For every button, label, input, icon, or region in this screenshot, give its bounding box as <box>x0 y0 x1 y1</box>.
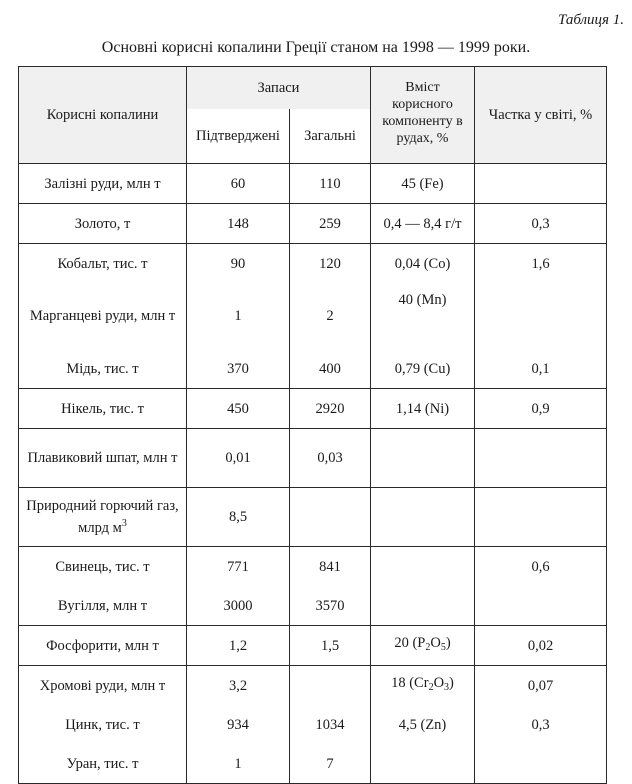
cell-mineral: Цинк, тис. т <box>19 705 187 744</box>
cell-mineral: Золото, т <box>19 204 187 244</box>
cell-proven: 450 <box>187 389 290 429</box>
header-proven: Підтверджені <box>187 109 290 164</box>
cell-proven: 0,01 <box>187 429 290 488</box>
minerals-table <box>18 66 607 784</box>
cell-mineral: Нікель, тис. т <box>19 389 187 429</box>
cell-share: 0,6 <box>475 547 607 587</box>
cell-total: 259 <box>290 204 371 244</box>
cell-proven: 370 <box>187 349 290 389</box>
cell-proven: 60 <box>187 164 290 204</box>
table-row <box>19 547 607 587</box>
table-row <box>19 744 607 784</box>
cell-mineral-text: Природний горючий газ, млрд м <box>26 498 179 536</box>
cell-content <box>371 666 475 706</box>
cell-share: 1,6 <box>475 244 607 284</box>
table-row <box>19 244 607 284</box>
cell-content <box>371 429 475 488</box>
cell-proven: 8,5 <box>187 488 290 547</box>
cell-proven: 3,2 <box>187 666 290 706</box>
table-title: Основні корисні копалини Греції станом на 1998 — 1999 роки. <box>101 39 531 56</box>
cell-total: 400 <box>290 349 371 389</box>
formula-part: O <box>430 635 441 651</box>
cell-total <box>290 666 371 706</box>
table-row <box>19 705 607 744</box>
cell-total: 120 <box>290 244 371 284</box>
formula-subscript: 5 <box>440 642 446 653</box>
cell-content: 0,4 — 8,4 г/т <box>371 204 475 244</box>
cell-share: 0,07 <box>475 666 607 706</box>
cell-total: 0,03 <box>290 429 371 488</box>
formula-part: ) <box>445 635 451 651</box>
table-row <box>19 626 607 666</box>
cell-mineral: Фосфорити, млн т <box>19 626 187 666</box>
cell-share <box>475 164 607 204</box>
table-header <box>19 67 607 164</box>
table-row <box>19 349 607 389</box>
cell-content: 40 (Mn) <box>371 283 475 349</box>
formula-subscript: 2 <box>428 682 434 693</box>
cell-proven: 148 <box>187 204 290 244</box>
cell-proven: 90 <box>187 244 290 284</box>
cell-total: 841 <box>290 547 371 587</box>
cell-total: 2 <box>290 283 371 349</box>
cell-content <box>371 626 475 666</box>
table-row <box>19 283 607 349</box>
cell-mineral: Мідь, тис. т <box>19 349 187 389</box>
cell-share: 0,3 <box>475 204 607 244</box>
cell-content <box>371 586 475 626</box>
cell-total: 1034 <box>290 705 371 744</box>
table-row <box>19 666 607 706</box>
cell-total: 1,5 <box>290 626 371 666</box>
cell-content <box>371 744 475 784</box>
formula-part: O <box>433 675 445 691</box>
cell-mineral: Марганцеві руди, млн т <box>19 283 187 349</box>
formula-part: ) <box>449 675 454 691</box>
cell-share: 0,02 <box>475 626 607 666</box>
header-reserves: Запаси <box>187 67 371 110</box>
cell-share <box>475 429 607 488</box>
cell-content: 0,04 (Co) <box>371 244 475 284</box>
cell-share <box>475 744 607 784</box>
cell-mineral: Уран, тис. т <box>19 744 187 784</box>
header-content: Вміст корисного компоненту в рудах, % <box>371 67 475 164</box>
cell-mineral: Плавиковий шпат, млн т <box>19 429 187 488</box>
table-row <box>19 204 607 244</box>
cell-total: 3570 <box>290 586 371 626</box>
formula-part: 20 (P <box>394 635 426 651</box>
cell-share: 0,1 <box>475 349 607 389</box>
cell-mineral: Свинець, тис. т <box>19 547 187 587</box>
cell-total: 110 <box>290 164 371 204</box>
table-row <box>19 488 607 547</box>
header-world-share: Частка у світі, % <box>475 67 607 164</box>
cell-share: 0,9 <box>475 389 607 429</box>
cell-mineral: Залізні руди, млн т <box>19 164 187 204</box>
cell-content: 0,79 (Cu) <box>371 349 475 389</box>
cell-share <box>475 586 607 626</box>
cell-proven: 3000 <box>187 586 290 626</box>
cell-content <box>371 547 475 587</box>
cell-mineral <box>19 488 187 547</box>
cell-proven: 934 <box>187 705 290 744</box>
unit-superscript: 3 <box>121 518 127 529</box>
table-row <box>19 586 607 626</box>
table-row <box>19 429 607 488</box>
formula-part: 18 (Cr <box>391 675 429 691</box>
cell-content: 4,5 (Zn) <box>371 705 475 744</box>
formula-subscript: 2 <box>425 642 431 653</box>
header-total: Загальні <box>290 109 371 164</box>
cell-proven: 771 <box>187 547 290 587</box>
cell-share <box>475 283 607 349</box>
header-minerals: Корисні копалини <box>19 67 187 164</box>
cell-content: 1,14 (Ni) <box>371 389 475 429</box>
table-caption: Таблиця 1. <box>558 12 624 28</box>
cell-proven: 1,2 <box>187 626 290 666</box>
cell-content: 45 (Fe) <box>371 164 475 204</box>
cell-mineral: Кобальт, тис. т <box>19 244 187 284</box>
cell-share: 0,3 <box>475 705 607 744</box>
table-row <box>19 164 607 204</box>
cell-mineral: Хромові руди, млн т <box>19 666 187 706</box>
cell-share <box>475 488 607 547</box>
cell-total: 7 <box>290 744 371 784</box>
cell-total <box>290 488 371 547</box>
cell-proven: 1 <box>187 744 290 784</box>
cell-proven: 1 <box>187 283 290 349</box>
cell-mineral: Вугілля, млн т <box>19 586 187 626</box>
cell-content <box>371 488 475 547</box>
formula-subscript: 3 <box>444 682 450 693</box>
table-row <box>19 389 607 429</box>
cell-total: 2920 <box>290 389 371 429</box>
